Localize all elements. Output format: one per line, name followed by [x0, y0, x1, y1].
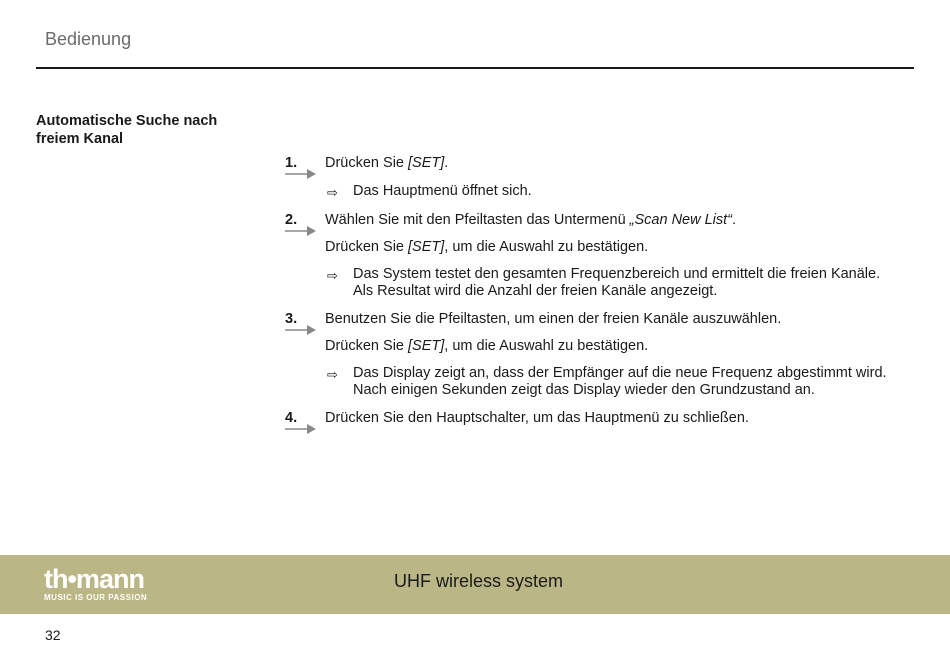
result-arrow-icon: ⇨	[327, 268, 338, 283]
result-text: Das Hauptmenü öffnet sich.	[353, 183, 532, 199]
result-arrow-icon: ⇨	[327, 185, 338, 200]
step-arrow-icon	[285, 169, 319, 179]
step-arrow-icon	[285, 325, 319, 335]
step-instruction: Benutzen Sie die Pfeiltasten, um einen der freien Kanäle auszuwählen.	[325, 311, 782, 327]
step-arrow-icon	[285, 226, 319, 236]
step-number: 1.	[285, 155, 319, 175]
product-name: UHF wireless system	[394, 571, 564, 591]
step-arrow-icon	[285, 424, 319, 434]
brand-tagline: MUSIC IS OUR PASSION	[44, 593, 148, 602]
step-instruction: Wählen Sie mit den Pfeiltasten das Untermenü „Scan New List“.	[325, 212, 737, 228]
header-title: Bedienung	[45, 29, 132, 49]
result-arrow-icon: ⇨	[327, 367, 338, 382]
step-instruction: Drücken Sie den Hauptschalter, um das Hauptmenü zu schließen.	[325, 410, 749, 426]
page-number: 32	[45, 627, 61, 643]
step-number: 4.	[285, 410, 319, 430]
step-number: 3.	[285, 311, 319, 331]
step-number: 2.	[285, 212, 319, 232]
step-instruction: Drücken Sie [SET], um die Auswahl zu bestätigen.	[325, 338, 649, 354]
section-title: Automatische Suche nach freiem Kanal	[36, 113, 218, 147]
header-divider	[36, 67, 914, 69]
result-text: Das Display zeigt an, dass der Empfänger auf die neue Frequenz abgestimmt wird. Nach einigen Sekunden zeigt das Display wieder den Grundzustand an.	[353, 365, 887, 398]
brand-wordmark: th•mann	[44, 564, 144, 594]
footer-band	[0, 555, 950, 614]
brand-logo	[44, 564, 148, 602]
step-instruction: Drücken Sie [SET], um die Auswahl zu bestätigen.	[325, 239, 649, 255]
step-instruction: Drücken Sie [SET].	[325, 155, 449, 171]
result-text: Das System testet den gesamten Frequenzbereich und ermittelt die freien Kanäle. Als Resultat wird die Anzahl der freien Kanäle angezeigt.	[353, 266, 881, 299]
